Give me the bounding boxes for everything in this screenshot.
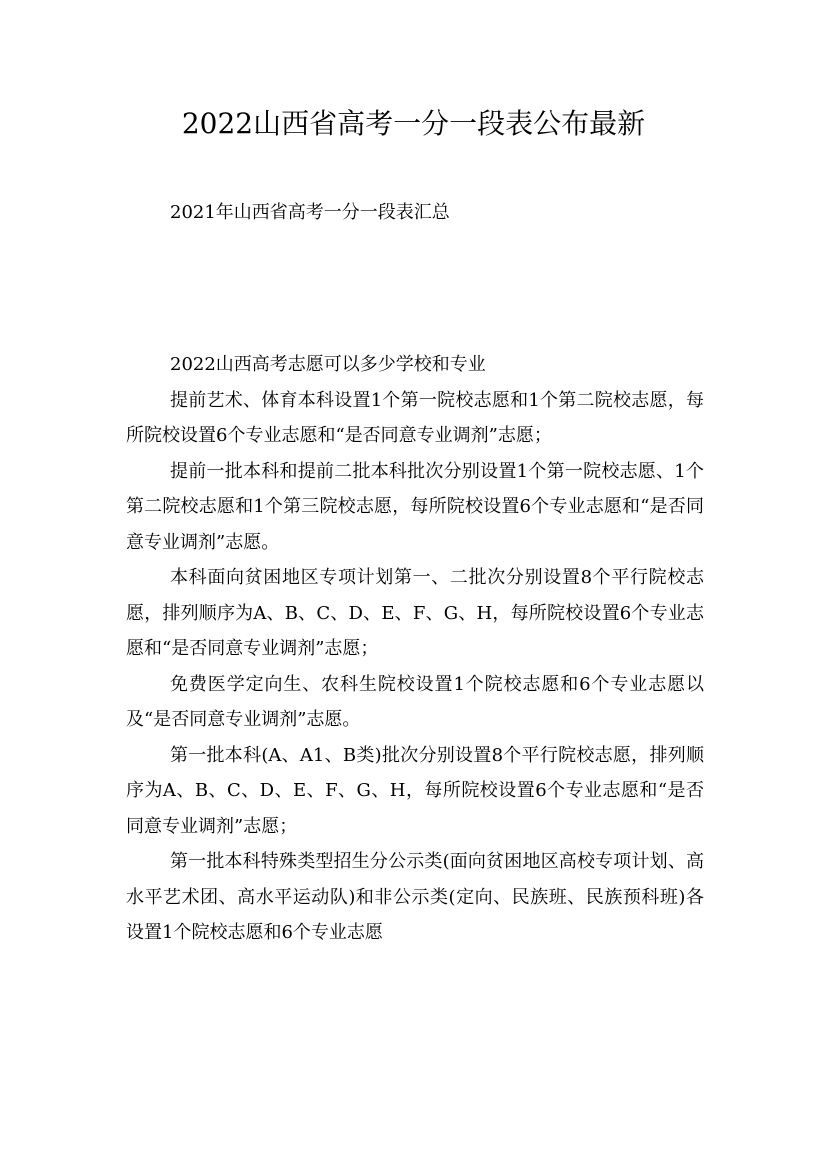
paragraph: 提前艺术、体育本科设置1个第一院校志愿和1个第二院校志愿，每所院校设置6个专业志愿和“是否同意专业调剂”志愿； (126, 389, 704, 446)
document-title: 2022山西省高考一分一段表公布最新 (181, 107, 646, 140)
paragraph: 第一批本科特殊类型招生分公示类(面向贫困地区高校专项计划、高水平艺术团、高水平运动队)和非公示类(定向、民族班、民族预科班)各设置1个院校志愿和6个专业志愿 (126, 851, 704, 943)
document-subtitle: 2021年山西省高考一分一段表汇总 (170, 202, 450, 223)
document-body (126, 347, 704, 951)
paragraph: 提前一批本科和提前二批本科批次分别设置1个第一院校志愿、1个第二院校志愿和1个第三院校志愿，每所院校设置6个专业志愿和“是否同意专业调剂”志愿。 (126, 460, 704, 553)
paragraph: 第一批本科(A、A1、B类)批次分别设置8个平行院校志愿，排列顺序为A、B、C、D、E、F、G、H，每所院校设置6个专业志愿和“是否同意专业调剂”志愿； (126, 744, 704, 837)
paragraph: 本科面向贫困地区专项计划第一、二批次分别设置8个平行院校志愿，排列顺序为A、B、C、D、E、F、G、H，每所院校设置6个专业志愿和“是否同意专业调剂”志愿； (126, 567, 704, 659)
paragraph-heading: 2022山西高考志愿可以多少学校和专业 (170, 354, 486, 375)
paragraph: 免费医学定向生、农科生院校设置1个院校志愿和6个专业志愿以及“是否同意专业调剂”志愿。 (126, 673, 704, 730)
